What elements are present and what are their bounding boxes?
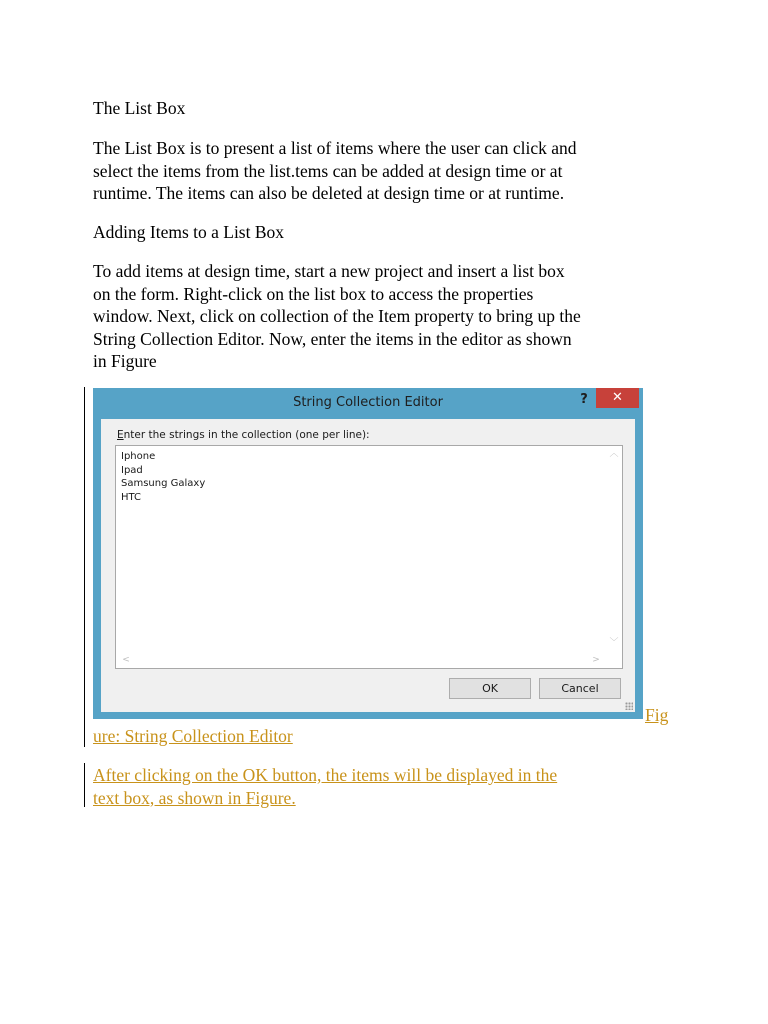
- body-paragraph: [93, 260, 581, 373]
- change-bar: [84, 387, 85, 747]
- intro-paragraph: [93, 137, 577, 205]
- figure-caption-start: Fig: [645, 705, 669, 725]
- list-item: Iphone: [121, 451, 156, 462]
- cancel-button[interactable]: Cancel: [539, 678, 621, 699]
- instruction-label: [117, 429, 370, 441]
- chevron-down-icon[interactable]: ﹀: [609, 638, 619, 648]
- after-line: After clicking on the OK button, the items will be displayed in the: [93, 765, 558, 785]
- section-heading: Adding Items to a List Box: [93, 222, 285, 242]
- dialog-title: String Collection Editor: [293, 395, 443, 410]
- chevron-left-icon[interactable]: <: [122, 655, 130, 665]
- body-line: on the form. Right-click on the list box to access the properties: [93, 283, 534, 304]
- help-button[interactable]: ?: [580, 392, 588, 407]
- figure-caption-end: ure: String Collection Editor: [93, 726, 293, 746]
- list-item: HTC: [121, 491, 142, 503]
- close-icon: ✕: [612, 390, 623, 405]
- strings-textarea[interactable]: [115, 445, 623, 669]
- intro-line: The List Box is to present a list of items where the user can click and: [93, 138, 577, 158]
- chevron-right-icon[interactable]: >: [592, 655, 600, 665]
- intro-line: runtime. The items can also be deleted at design time or at runtime.: [93, 183, 565, 203]
- dialog-client-area: [101, 419, 635, 712]
- close-button[interactable]: [596, 388, 639, 408]
- intro-line: select the items from the list.tems can be added at design time or at: [93, 160, 563, 181]
- ok-button[interactable]: OK: [449, 678, 531, 699]
- vertical-scrollbar[interactable]: [606, 446, 622, 652]
- after-line: text box, as shown in Figure.: [93, 787, 296, 808]
- horizontal-scrollbar[interactable]: [116, 651, 622, 668]
- body-line: To add items at design time, start a new project and insert a list box: [93, 261, 565, 281]
- body-line: String Collection Editor. Now, enter the items in the editor as shown: [93, 328, 572, 349]
- strings-list: [121, 450, 205, 504]
- body-line: in Figure: [93, 351, 157, 371]
- chevron-up-icon[interactable]: ︿: [609, 449, 619, 459]
- resize-grip-icon[interactable]: [625, 702, 633, 710]
- list-item: Ipad: [121, 464, 143, 476]
- change-bar: [84, 763, 85, 807]
- instruction-text: nter the strings in the collection (one per line):: [123, 429, 370, 441]
- string-collection-editor-screenshot: [93, 388, 643, 719]
- after-paragraph: [93, 764, 557, 809]
- dialog-titlebar: [93, 388, 643, 418]
- document-title: The List Box: [93, 98, 186, 118]
- instruction-mnemonic: E: [117, 429, 124, 441]
- body-line: window. Next, click on collection of the Item property to bring up the: [93, 306, 581, 326]
- list-item: Samsung Galaxy: [121, 478, 206, 489]
